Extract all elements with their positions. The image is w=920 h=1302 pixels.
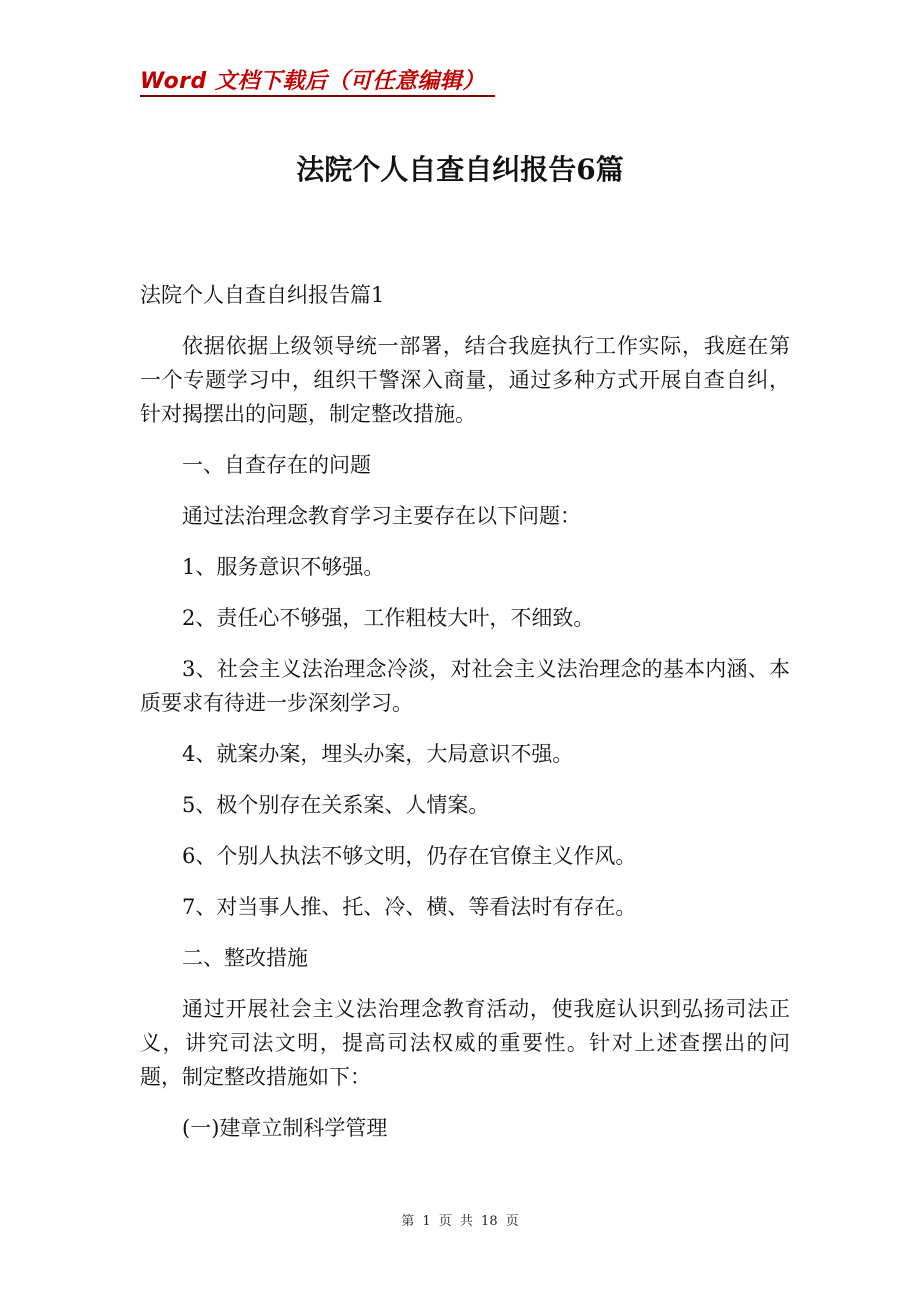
document-title: 法院个人自查自纠报告6篇 [296, 153, 624, 186]
list-item: 7、对当事人推、托、冷、横、等看法时有存在。 [182, 895, 637, 919]
list-item: 1、服务意识不够强。 [182, 555, 385, 579]
list-item: 6、个别人执法不够文明，仍存在官僚主义作风。 [182, 844, 637, 868]
list-item: 5、极个别存在关系案、人情案。 [182, 793, 490, 817]
subsection-heading: 二、整改措施 [182, 946, 308, 970]
download-watermark: Word 文档下载后（可任意编辑） [140, 69, 485, 94]
list-item: 3、社会主义法治理念冷淡，对社会主义法治理念的基本内涵、本质要求有待进一步深刻学习。 [140, 657, 790, 715]
section-heading: 法院个人自查自纠报告篇1 [140, 283, 385, 307]
watermark-underline [140, 95, 495, 97]
paragraph: 通过法治理念教育学习主要存在以下问题： [182, 504, 581, 528]
paragraph: 通过开展社会主义法治理念教育活动，使我庭认识到弘扬司法正义，讲究司法文明，提高司法权威的重要性。针对上述查摆出的问题，制定整改措施如下： [140, 997, 790, 1089]
subsection-heading: (一)建章立制科学管理 [182, 1116, 388, 1140]
subsection-heading: 一、自查存在的问题 [182, 453, 371, 477]
list-item: 4、就案办案，埋头办案，大局意识不强。 [182, 742, 574, 766]
list-item: 2、责任心不够强，工作粗枝大叶，不细致。 [182, 606, 595, 630]
document-body [140, 278, 790, 1162]
page-number: 第 1 页 共 18 页 [401, 1214, 519, 1229]
paragraph: 依据依据上级领导统一部署，结合我庭执行工作实际，我庭在第一个专题学习中，组织干警深入商量，通过多种方式开展自查自纠，针对揭摆出的问题，制定整改措施。 [140, 334, 790, 426]
